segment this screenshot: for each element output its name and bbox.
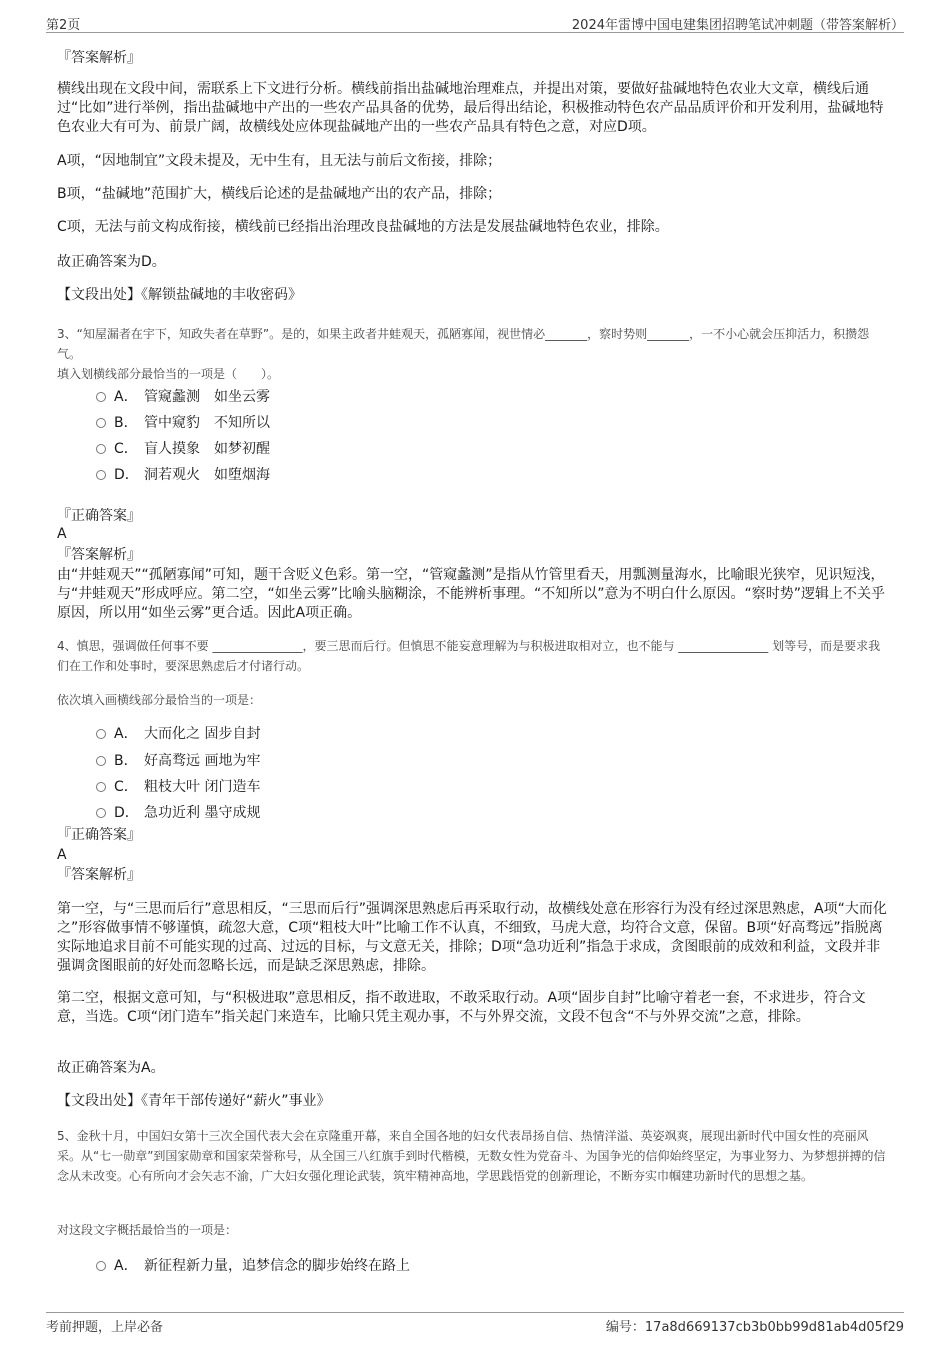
radio-icon[interactable] xyxy=(96,470,106,480)
q3-prompt: 填入划横线部分最恰当的一项是（ ）。 xyxy=(57,367,280,381)
radio-icon[interactable] xyxy=(96,444,106,454)
q4-answer-label: 『正确答案』 xyxy=(57,827,141,843)
document-code: 编号：17a8d669137cb3b0bb99d81ab4d05f29 xyxy=(605,1320,904,1335)
q4-analysis-text-1: 第一空，与“三思而后行”意思相反，“三思而后行”强调深思熟虑后再采取行动，故横线处意在形容行为没有经过深思熟虑，A项“大而化之”形容做事情不够谨慎，疏忽大意，C项“粗枝大叶”比喻工作不认真，不细致，马虎大意，均符合文意，保留。B项“好高骛远”指脱离实际地追求目前不可能实现的过高、过远的目标，与文意无关，排除；D项“急功近利”指急于求成，贪图眼前的成效和利益，文段并非强调贪图眼前的好处而忽略长远，而是缺乏深思熟虑，排除。 xyxy=(57,901,887,974)
q2-option-a-analysis: A项，“因地制宜”文段未提及，无中生有，且无法与前后文衔接，排除； xyxy=(57,153,502,169)
q3-answer-label: 『正确答案』 xyxy=(57,508,141,524)
q2-analysis-label: 『答案解析』 xyxy=(57,50,141,66)
q4-option-b[interactable]: B． 好高骛远 画地为牢 xyxy=(96,752,260,770)
q4-stem: 4、慎思，强调做任何事不要 _______________，要三思而后行。但慎思不能妄意理解为与积极进取相对立，也不能与 _______________ 划等号，而是要求我们在工作和处事时，要深思熟虑后才付诸行动。 xyxy=(57,639,881,673)
q3-analysis-label: 『答案解析』 xyxy=(57,547,141,563)
q5-stem: 5、金秋十月，中国妇女第十三次全国代表大会在京隆重开幕，来自全国各地的妇女代表昂扬自信、热情洋溢、英姿飒爽，展现出新时代中国女性的亮丽风采。从“七一勋章”到国家勋章和国家荣誉称号，从全国三八红旗手到时代楷模，无数女性为党奋斗、为国争光的信仰始终坚定，为事业努力、为梦想拼搏的信念从未改变。心有所向才会矢志不渝，广大妇女强化理论武装，筑牢精神高地，学思践悟党的创新理论，不断夯实巾帼建功新时代的思想之基。 xyxy=(57,1129,886,1183)
q3-answer: A xyxy=(57,526,67,542)
q4-analysis-text-2: 第二空，根据文意可知，与“积极进取”意思相反，指不敢进取，不敢采取行动。A项“固步自封”比喻守着老一套，不求进步，符合文意，当选。C项“闭门造车”指关起门来造车，比喻只凭主观办事，不与外界交流，文段不包含“不与外界交流”之意，排除。 xyxy=(57,990,866,1025)
q2-option-b-analysis: B项，“盐碱地”范围扩大，横线后论述的是盐碱地产出的农产品，排除； xyxy=(57,186,502,202)
q4-option-c[interactable]: C． 粗枝大叶 闭门造车 xyxy=(96,778,260,796)
radio-icon[interactable] xyxy=(96,729,106,739)
page-footer xyxy=(46,1312,904,1337)
radio-icon[interactable] xyxy=(96,1261,106,1271)
q3-option-b[interactable]: B． 管中窥豹 不知所以 xyxy=(96,414,270,432)
q3-option-c[interactable]: C． 盲人摸象 如梦初醒 xyxy=(96,440,270,458)
q5-option-a[interactable]: A． 新征程新力量，追梦信念的脚步始终在路上 xyxy=(96,1257,410,1275)
document-title: 2024年雷博中国电建集团招聘笔试冲刺题（带答案解析） xyxy=(571,18,904,33)
radio-icon[interactable] xyxy=(96,782,106,792)
q4-prompt: 依次填入画横线部分最恰当的一项是： xyxy=(57,693,262,707)
q2-source: 【文段出处】《解锁盐碱地的丰收密码》 xyxy=(57,287,302,303)
footer-slogan: 考前押题，上岸必备 xyxy=(46,1320,164,1335)
page-header xyxy=(46,12,904,33)
q2-conclusion: 故正确答案为D。 xyxy=(57,254,166,270)
q3-analysis-text: 由“井蛙观天”“孤陋寡闻”可知，题干含贬义色彩。第一空，“管窥蠡测”是指从竹管里看天，用瓢测量海水，比喻眼光狭窄，见识短浅，与“井蛙观天”形成呼应。第二空，“如坐云雾”比喻头脑糊涂，不能辨析事理。“不知所以”意为不明白什么原因。“察时势”逻辑上不关乎原因，所以用“如坐云雾”更合适。因此A项正确。 xyxy=(57,567,886,621)
q4-option-a[interactable]: A． 大而化之 固步自封 xyxy=(96,725,260,743)
q2-option-c-analysis: C项，无法与前文构成衔接，横线前已经指出治理改良盐碱地的方法是发展盐碱地特色农业，排除。 xyxy=(57,219,669,235)
q3-option-d[interactable]: D． 洞若观火 如堕烟海 xyxy=(96,466,270,484)
q4-answer: A xyxy=(57,847,67,863)
q3-option-a[interactable]: A． 管窥蠡测 如坐云雾 xyxy=(96,388,270,406)
q4-source: 【文段出处】《青年干部传递好“薪火”事业》 xyxy=(57,1093,331,1109)
q4-option-d[interactable]: D． 急功近利 墨守成规 xyxy=(96,804,260,822)
radio-icon[interactable] xyxy=(96,756,106,766)
radio-icon[interactable] xyxy=(96,418,106,428)
q2-analysis-text: 横线出现在文段中间，需联系上下文进行分析。横线前指出盐碱地治理难点，并提出对策，要做好盐碱地特色农业大文章，横线后通过“比如”进行举例，指出盐碱地中产出的一些农产品具备的优势，最后得出结论，积极推动特色农产品品质评价和开发利用，盐碱地特色农业大有可为、前景广阔，故横线处应体现盐碱地产出的一些农产品具有特色之意，对应D项。 xyxy=(57,81,884,135)
q3-stem: 3、“知屋漏者在宇下，知政失者在草野”。是的，如果主政者井蛙观天，孤陋寡闻，视世情必_______，察时势则_______，一不小心就会压抑活力，积攒怨气。 xyxy=(57,327,870,361)
q4-analysis-label: 『答案解析』 xyxy=(57,867,141,883)
radio-icon[interactable] xyxy=(96,392,106,402)
q5-prompt: 对这段文字概括最恰当的一项是： xyxy=(57,1223,238,1237)
radio-icon[interactable] xyxy=(96,808,106,818)
page-number: 第2页 xyxy=(46,18,81,33)
q4-conclusion: 故正确答案为A。 xyxy=(57,1060,165,1076)
